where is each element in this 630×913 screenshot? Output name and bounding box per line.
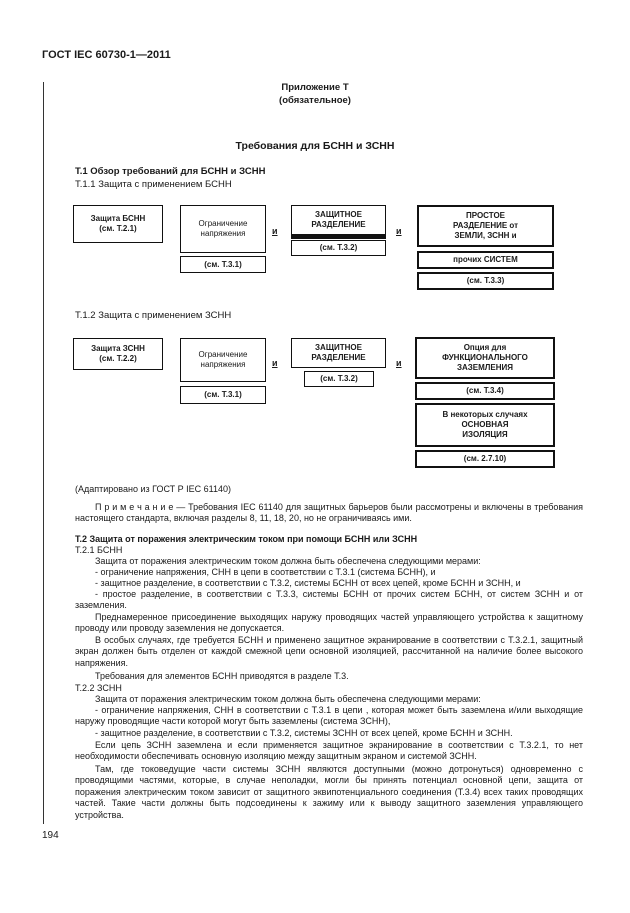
and-connector-1: и — [272, 226, 278, 236]
note-paragraph: П р и м е ч а н и е — Требования IEC 61140 для защитных барьеров были рассмотрены и включены в требования настоящего стандарта, включая разделы 8, 11, 18, 20, но не ограничиваясь ими. — [75, 502, 583, 524]
list-item-selv-1: - ограничение напряжения, СНН в цепи в соответствии с Т.3.1 (система БСНН), и — [95, 567, 436, 577]
page-number: 194 — [42, 830, 59, 841]
section-t2-heading: Т.2 Защита от поражения электрическим током при помощи БСНН или ЗСНН — [75, 534, 418, 544]
paragraph-t22-2: Если цепь ЗСНН заземлена и если применяется защитное экранирование в соответствии с Т.3.2.1, то нет необходимости обеспечивать основную изоляцию между защитным экраном и системой ЗСНН. — [75, 740, 583, 762]
list-item-pelv-1: - ограничение напряжения, СНН в соответствии с Т.3.1 в цепи , которая может быть заземлена и/или выходящие наружу проводящие части которой могут быть заземлены (система ЗСНН), — [75, 705, 583, 727]
protective-separation-box: ЗАЩИТНОЕ РАЗДЕЛЕНИЕ — [291, 205, 386, 235]
section-t12-heading: Т.1.2 Защита с применением ЗСНН — [75, 310, 232, 321]
section-t11-heading: Т.1.1 Защита с применением БСНН — [75, 179, 232, 190]
list-item-selv-3: - простое разделение, в соответствии с Т.3.3, системы БСНН от прочих систем БСНН, от систем ЗСНН и от заземления. — [75, 589, 583, 611]
section-t1-heading: Т.1 Обзор требований для БСНН и ЗСНН — [75, 166, 266, 177]
paragraph-t21-4: Требования для элементов БСНН приводятся в разделе Т.3. — [95, 671, 349, 681]
margin-rule — [43, 82, 44, 824]
and-connector-2: и — [396, 226, 402, 236]
list-item-selv-2: - защитное разделение, в соответствии с Т.3.2, системы БСНН от всех цепей, кроме БСНН и ЗСНН, и — [95, 578, 521, 588]
protective-separation-box-2: ЗАЩИТНОЕ РАЗДЕЛЕНИЕ — [291, 338, 386, 368]
section-title: Требования для БСНН и ЗСНН — [235, 140, 395, 152]
pelv-protection-box: Защита ЗСНН (см. Т.2.2) — [73, 338, 163, 370]
and-connector-4: и — [396, 358, 402, 368]
document-header: ГОСТ IEC 60730-1—2011 — [42, 49, 171, 61]
other-systems-box: прочих СИСТЕМ — [417, 251, 554, 269]
functional-earthing-box: Опция для ФУНКЦИОНАЛЬНОГО ЗАЗЕМЛЕНИЯ — [415, 337, 555, 379]
separation-bar — [291, 235, 386, 239]
simple-separation-ref-box: (см. Т.3.3) — [417, 272, 554, 290]
basic-insulation-ref-box: (см. 2.7.10) — [415, 450, 555, 468]
protective-separation-ref-box: (см. Т.3.2) — [291, 240, 386, 256]
section-t22-heading: Т.2.2 ЗСНН — [75, 683, 122, 693]
adaptation-note: (Адаптировано из ГОСТ Р IEC 61140) — [75, 484, 232, 494]
paragraph-t22-intro: Защита от поражения электрическим током должна быть обеспечена следующими мерами: — [95, 694, 481, 704]
annex-title: Приложение Т — [281, 82, 349, 93]
functional-earthing-ref-box: (см. Т.3.4) — [415, 382, 555, 400]
paragraph-t21-intro: Защита от поражения электрическим током должна быть обеспечена следующими мерами: — [95, 556, 481, 566]
protective-separation-ref-box-2: (см. Т.3.2) — [304, 371, 374, 387]
voltage-limit-box: Ограничение напряжения — [180, 205, 266, 253]
selv-protection-box: Защита БСНН (см. Т.2.1) — [73, 205, 163, 243]
paragraph-t21-2: Преднамеренное присоединение выходящих наружу проводящих частей управляющего устройства к защитному проводу или проводу заземления не допускается. — [75, 612, 583, 634]
simple-separation-box: ПРОСТОЕ РАЗДЕЛЕНИЕ от ЗЕМЛИ, ЗСНН и — [417, 205, 554, 247]
basic-insulation-box: В некоторых случаях ОСНОВНАЯ ИЗОЛЯЦИЯ — [415, 403, 555, 447]
section-t21-heading: Т.2.1 БСНН — [75, 545, 123, 555]
paragraph-t22-3: Там, где токоведущие части системы ЗСНН являются доступными (можно дотронуться) одновременно с проводящими частями, которые, в случае неполадки, могли бы принять потенциал основной цепи, защита от поражения электрическим током зависит от защитного эквипотенциального соединения (Т.3.4) всех таких проводящих частей. Такие части должны быть подсоединены к зажиму или к выводу защитного заземления управляющего устройства. — [75, 764, 583, 820]
voltage-limit-ref-box: (см. Т.3.1) — [180, 256, 266, 273]
list-item-pelv-2: - защитное разделение, в соответствии с Т.3.2, системы ЗСНН от всех цепей, кроме БСНН и ЗСНН. — [95, 728, 513, 738]
voltage-limit-box-2: Ограничение напряжения — [180, 338, 266, 382]
paragraph-t21-3: В особых случаях, где требуется БСНН и применено защитное экранирование в соответствии с Т.3.2.1, защитный экран должен быть отделен от каждой смежной цепи основной изоляцией, рассчитанной на наличие более высокого напряжения. — [75, 635, 583, 668]
annex-status: (обязательное) — [279, 95, 351, 106]
voltage-limit-ref-box-2: (см. Т.3.1) — [180, 386, 266, 404]
and-connector-3: и — [272, 358, 278, 368]
